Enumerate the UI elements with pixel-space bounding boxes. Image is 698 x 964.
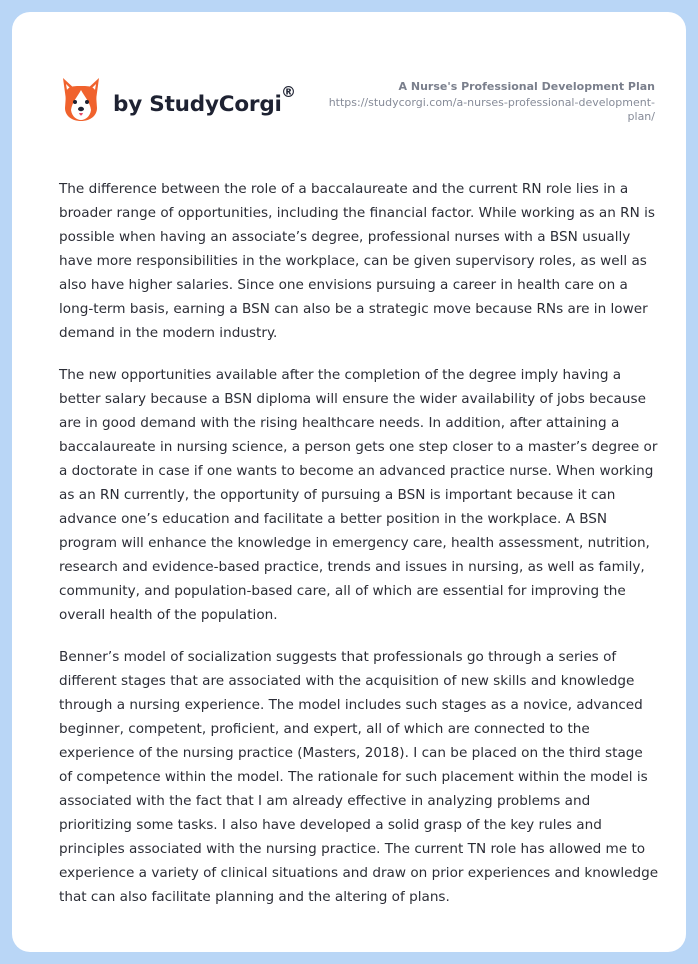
document-title: A Nurse's Professional Development Plan	[398, 80, 655, 93]
paragraph-1: The difference between the role of a baccalaureate and the current RN role lies in a broader range of opportunities, including the financial factor. While working as an RN is possible when having an associate’s degree, professional nurses with a BSN usually have more responsibilities in the workplace, can be given supervisory roles, as well as also have higher salaries. Since one envisions pursuing a career in health care on a long-term basis, earning a BSN can also be a strategic move because RNs are in lower demand in the modern industry.	[59, 181, 655, 341]
registered-mark: ®	[281, 83, 296, 101]
studycorgi-logo[interactable]	[60, 76, 300, 128]
page-header	[12, 12, 686, 162]
document-url-line-2[interactable]: plan/	[627, 110, 655, 123]
brand-name: by StudyCorgi	[113, 92, 282, 117]
document-meta	[315, 79, 655, 124]
essay-body	[59, 177, 659, 927]
document-page	[12, 12, 686, 952]
document-url-line-1[interactable]: https://studycorgi.com/a-nurses-professional-development-	[328, 96, 655, 109]
paragraph-2: The new opportunities available after the completion of the degree imply having a better salary because a BSN diploma will ensure the wider availability of jobs because are in good demand with the rising healthcare needs. In addition, after attaining a baccalaureate in nursing science, a person gets one step closer to a master’s degree or a doctorate in case if one wants to become an advanced practice nurse. When working as an RN currently, the opportunity of pursuing a BSN is important because it can advance one’s education and facilitate a better position in the workplace. A BSN program will enhance the knowledge in emergency care, health assessment, nutrition, research and evidence-based practice, trends and issues in nursing, as well as family, community, and population-based care, all of which are essential for improving the overall health of the population.	[59, 367, 658, 623]
corgi-head-icon	[60, 76, 102, 122]
document-url[interactable]	[315, 96, 655, 124]
paragraph-3: Benner’s model of socialization suggests that professionals go through a series of different stages that are associated with the acquisition of new skills and knowledge through a nursing experience. The model includes such stages as a novice, advanced beginner, competent, proficient, and expert, all of which are connected to the experience of the nursing practice (Masters, 2018). I can be placed on the third stage of competence within the model. The rationale for such placement within the model is associated with the fact that I am already effective in analyzing problems and prioritizing some tasks. I also have developed a solid grasp of the key rules and principles associated with the nursing practice. The current TN role has allowed me to experience a variety of clinical situations and draw on prior experiences and knowledge that can also facilitate planning and the altering of plans.	[59, 649, 659, 905]
